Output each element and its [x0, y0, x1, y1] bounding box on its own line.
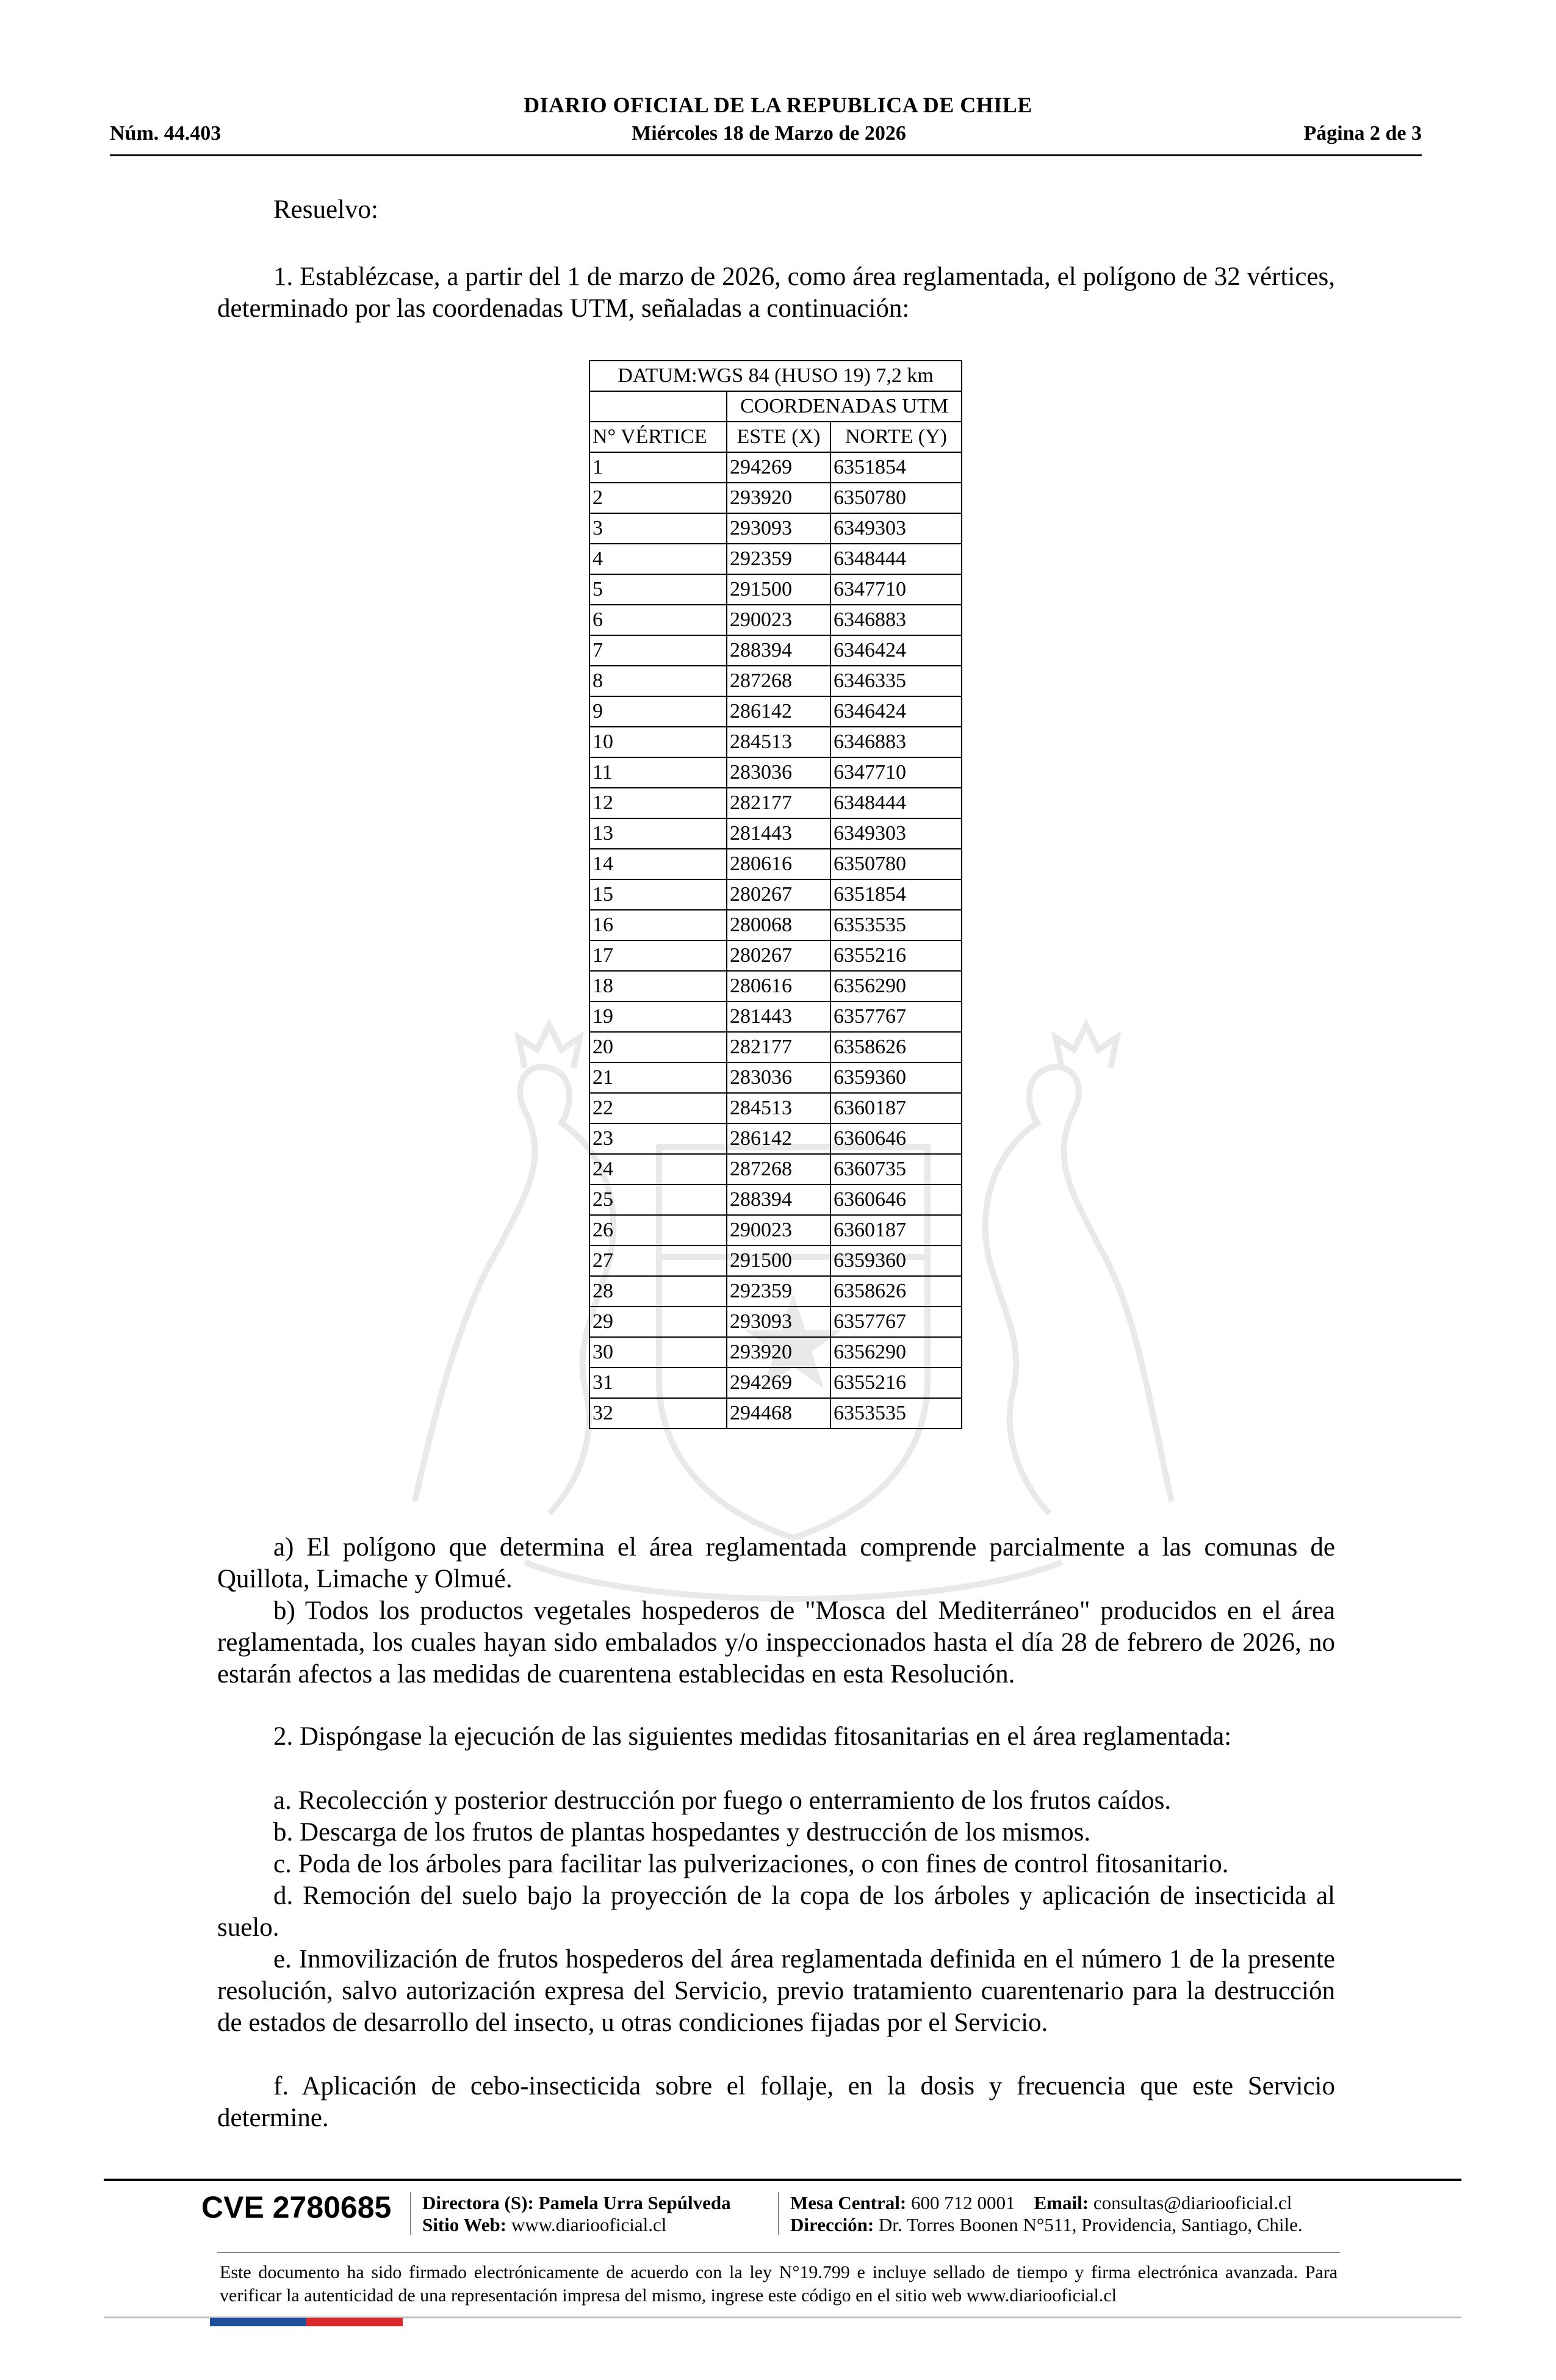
col-header-vertice: N° VÉRTICE [589, 422, 727, 452]
measure-e: e. Inmovilización de frutos hospederos del área reglamentada definida en el número 1 de la presente resolución, salvo autorización expresa del Servicio, previo tratamiento cuarentenario para la destrucción de estados de desarrollo del insecto, u otras condiciones fijadas por el Servicio. [217, 1945, 1335, 2037]
vertice-cell: 30 [589, 1337, 727, 1368]
resuelvo-heading: Resuelvo: [273, 195, 378, 224]
col-header-norte: NORTE (Y) [830, 422, 962, 452]
norte-cell: 6360187 [830, 1215, 962, 1246]
vertice-cell: 28 [589, 1276, 727, 1307]
este-cell: 287268 [727, 1154, 830, 1185]
directora-name: Pamela Urra Sepúlveda [538, 2192, 731, 2213]
issue-number: Núm. 44.403 [110, 122, 222, 145]
norte-cell: 6357767 [830, 1001, 962, 1032]
vertice-cell: 17 [589, 940, 727, 971]
flag-bar-red [306, 2318, 403, 2326]
table-row [589, 910, 962, 940]
empty-header-cell [589, 391, 727, 422]
table-row [589, 1185, 962, 1215]
este-cell: 293920 [727, 1337, 830, 1368]
este-cell: 284513 [727, 727, 830, 757]
este-cell: 294269 [727, 452, 830, 483]
este-cell: 280267 [727, 940, 830, 971]
table-row [589, 1093, 962, 1123]
table-column-header-row [589, 422, 962, 452]
este-cell: 293093 [727, 1307, 830, 1337]
signature-notice: Este documento ha sido firmado electrónicamente de acuerdo con la ley N°19.799 e incluye sellado de tiempo y firma electrónica avanzada. Para verificar la autenticidad de una representación impresa del mismo, ingrese este código en el sitio web www.diariooficial.cl [220, 2262, 1338, 2306]
este-cell: 294468 [727, 1398, 830, 1429]
vertice-cell: 12 [589, 788, 727, 818]
norte-cell: 6346424 [830, 635, 962, 666]
email-link[interactable]: consultas@diariooficial.cl [1093, 2192, 1292, 2213]
este-cell: 291500 [727, 1246, 830, 1276]
table-row [589, 1215, 962, 1246]
vertice-cell: 19 [589, 1001, 727, 1032]
este-cell: 292359 [727, 1276, 830, 1307]
vertice-cell: 5 [589, 574, 727, 605]
footer-separator [778, 2192, 779, 2235]
footer-contact-right [790, 2192, 1303, 2236]
este-cell: 293920 [727, 483, 830, 513]
measure-b: b. Descarga de los frutos de plantas hospedantes y destrucción de los mismos. [273, 1818, 1091, 1847]
este-cell: 294269 [727, 1368, 830, 1398]
este-cell: 283036 [727, 1062, 830, 1093]
header-divider [110, 154, 1422, 156]
table-datum-row [589, 361, 962, 391]
table-row [589, 452, 962, 483]
este-cell: 288394 [727, 1185, 830, 1215]
este-cell: 280616 [727, 849, 830, 879]
norte-cell: 6353535 [830, 1398, 962, 1429]
newspaper-title: DIARIO OFICIAL DE LA REPUBLICA DE CHILE [524, 93, 1032, 117]
este-cell: 280616 [727, 971, 830, 1001]
table-row [589, 1368, 962, 1398]
vertice-cell: 8 [589, 666, 727, 696]
table-row [589, 1154, 962, 1185]
norte-cell: 6358626 [830, 1276, 962, 1307]
table-row [589, 727, 962, 757]
vertice-cell: 9 [589, 696, 727, 727]
vertice-cell: 23 [589, 1123, 727, 1154]
norte-cell: 6346883 [830, 605, 962, 635]
norte-cell: 6355216 [830, 940, 962, 971]
este-cell: 288394 [727, 635, 830, 666]
sitio-web-label: Sitio Web: [422, 2214, 507, 2235]
norte-cell: 6359360 [830, 1062, 962, 1093]
page-indicator: Página 2 de 3 [1303, 122, 1422, 145]
vertice-cell: 22 [589, 1093, 727, 1123]
vertice-cell: 16 [589, 910, 727, 940]
table-row [589, 574, 962, 605]
norte-cell: 6360735 [830, 1154, 962, 1185]
este-cell: 283036 [727, 757, 830, 788]
mesa-central-value: 600 712 0001 [911, 2192, 1015, 2213]
este-cell: 280068 [727, 910, 830, 940]
table-row [589, 1307, 962, 1337]
table-row [589, 696, 962, 727]
vertice-cell: 25 [589, 1185, 727, 1215]
este-cell: 284513 [727, 1093, 830, 1123]
directora-label: Directora (S): [422, 2192, 534, 2213]
email-label: Email: [1034, 2192, 1089, 2213]
norte-cell: 6360646 [830, 1185, 962, 1215]
utm-coordinates-table [589, 360, 962, 1429]
table-row [589, 879, 962, 910]
vertice-cell: 13 [589, 818, 727, 849]
vertice-cell: 10 [589, 727, 727, 757]
norte-cell: 6349303 [830, 513, 962, 544]
vertice-cell: 7 [589, 635, 727, 666]
table-row [589, 544, 962, 574]
resolution-point-2: 2. Dispóngase la ejecución de las siguientes medidas fitosanitarias en el área reglamentada: [273, 1722, 1232, 1751]
este-cell: 292359 [727, 544, 830, 574]
flag-bar-blue [210, 2318, 306, 2326]
vertice-cell: 4 [589, 544, 727, 574]
norte-cell: 6346883 [830, 727, 962, 757]
table-row [589, 605, 962, 635]
footer-divider-top [104, 2179, 1461, 2181]
norte-cell: 6346424 [830, 696, 962, 727]
este-cell: 290023 [727, 1215, 830, 1246]
measure-c: c. Poda de los árboles para facilitar las pulverizaciones, o con fines de control fitosanitario. [273, 1850, 1229, 1878]
este-cell: 281443 [727, 818, 830, 849]
table-row [589, 940, 962, 971]
norte-cell: 6348444 [830, 788, 962, 818]
vertice-cell: 27 [589, 1246, 727, 1276]
este-cell: 281443 [727, 1001, 830, 1032]
mesa-central-label: Mesa Central: [790, 2192, 907, 2213]
table-group-header-row [589, 391, 962, 422]
table-row [589, 1276, 962, 1307]
norte-cell: 6347710 [830, 757, 962, 788]
norte-cell: 6357767 [830, 1307, 962, 1337]
direccion-value: Dr. Torres Boonen N°511, Providencia, Santiago, Chile. [878, 2214, 1303, 2235]
table-row [589, 1062, 962, 1093]
norte-cell: 6356290 [830, 971, 962, 1001]
datum-cell: DATUM:WGS 84 (HUSO 19) 7,2 km [589, 361, 962, 391]
norte-cell: 6351854 [830, 879, 962, 910]
norte-cell: 6350780 [830, 483, 962, 513]
vertice-cell: 20 [589, 1032, 727, 1062]
table-row [589, 818, 962, 849]
vertice-cell: 11 [589, 757, 727, 788]
norte-cell: 6350780 [830, 849, 962, 879]
norte-cell: 6346335 [830, 666, 962, 696]
vertice-cell: 15 [589, 879, 727, 910]
table-row [589, 1398, 962, 1429]
norte-cell: 6349303 [830, 818, 962, 849]
measure-a: a. Recolección y posterior destrucción por fuego o enterramiento de los frutos caídos. [273, 1786, 1172, 1815]
table-row [589, 1337, 962, 1368]
este-cell: 291500 [727, 574, 830, 605]
table-row [589, 849, 962, 879]
note-a: a) El polígono que determina el área reglamentada comprende parcialmente a las comunas de Quillota, Limache y Olmué. [217, 1533, 1335, 1593]
footer-contact-left [422, 2192, 731, 2236]
table-row [589, 757, 962, 788]
measure-f: f. Aplicación de cebo-insecticida sobre el follaje, en la dosis y frecuencia que este Servicio determine. [217, 2072, 1335, 2132]
table-row [589, 971, 962, 1001]
note-b: b) Todos los productos vegetales hospederos de "Mosca del Mediterráneo" producidos en el área reglamentada, los cuales hayan sido embalados y/o inspeccionados hasta el día 28 de febrero de 2026, no estarán afectos a las medidas de cuarentena establecidas en esta Resolución. [217, 1596, 1335, 1689]
este-cell: 280267 [727, 879, 830, 910]
vertice-cell: 18 [589, 971, 727, 1001]
col-header-este: ESTE (X) [727, 422, 830, 452]
este-cell: 286142 [727, 696, 830, 727]
norte-cell: 6360646 [830, 1123, 962, 1154]
norte-cell: 6355216 [830, 1368, 962, 1398]
vertice-cell: 2 [589, 483, 727, 513]
table-row [589, 666, 962, 696]
table-row [589, 513, 962, 544]
este-cell: 282177 [727, 1032, 830, 1062]
issue-date: Miércoles 18 de Marzo de 2026 [632, 122, 906, 145]
measure-d: d. Remoción del suelo bajo la proyección de la copa de los árboles y aplicación de insecticida al suelo. [217, 1881, 1335, 1942]
direccion-label: Dirección: [790, 2214, 874, 2235]
table-row [589, 1001, 962, 1032]
vertice-cell: 29 [589, 1307, 727, 1337]
footer-divider-mid [217, 2252, 1340, 2253]
vertice-cell: 1 [589, 452, 727, 483]
table-row [589, 1246, 962, 1276]
este-cell: 286142 [727, 1123, 830, 1154]
este-cell: 293093 [727, 513, 830, 544]
vertice-cell: 3 [589, 513, 727, 544]
table-row [589, 1032, 962, 1062]
table-row [589, 635, 962, 666]
este-cell: 287268 [727, 666, 830, 696]
table-row [589, 1123, 962, 1154]
norte-cell: 6356290 [830, 1337, 962, 1368]
sitio-web-link[interactable]: www.diariooficial.cl [511, 2214, 667, 2235]
cve-code: CVE 2780685 [201, 2190, 392, 2224]
este-cell: 282177 [727, 788, 830, 818]
coords-header-cell: COORDENADAS UTM [727, 391, 962, 422]
vertice-cell: 26 [589, 1215, 727, 1246]
este-cell: 290023 [727, 605, 830, 635]
vertice-cell: 32 [589, 1398, 727, 1429]
norte-cell: 6351854 [830, 452, 962, 483]
resolution-point-1: 1. Establézcase, a partir del 1 de marzo de 2026, como área reglamentada, el polígono de 32 vértices, determinado por las coordenadas UTM, señaladas a continuación: [217, 262, 1335, 323]
vertice-cell: 21 [589, 1062, 727, 1093]
norte-cell: 6360187 [830, 1093, 962, 1123]
vertice-cell: 6 [589, 605, 727, 635]
norte-cell: 6359360 [830, 1246, 962, 1276]
norte-cell: 6358626 [830, 1032, 962, 1062]
norte-cell: 6353535 [830, 910, 962, 940]
footer-separator [410, 2192, 411, 2235]
vertice-cell: 31 [589, 1368, 727, 1398]
table-row [589, 483, 962, 513]
vertice-cell: 14 [589, 849, 727, 879]
norte-cell: 6347710 [830, 574, 962, 605]
vertice-cell: 24 [589, 1154, 727, 1185]
norte-cell: 6348444 [830, 544, 962, 574]
table-row [589, 788, 962, 818]
